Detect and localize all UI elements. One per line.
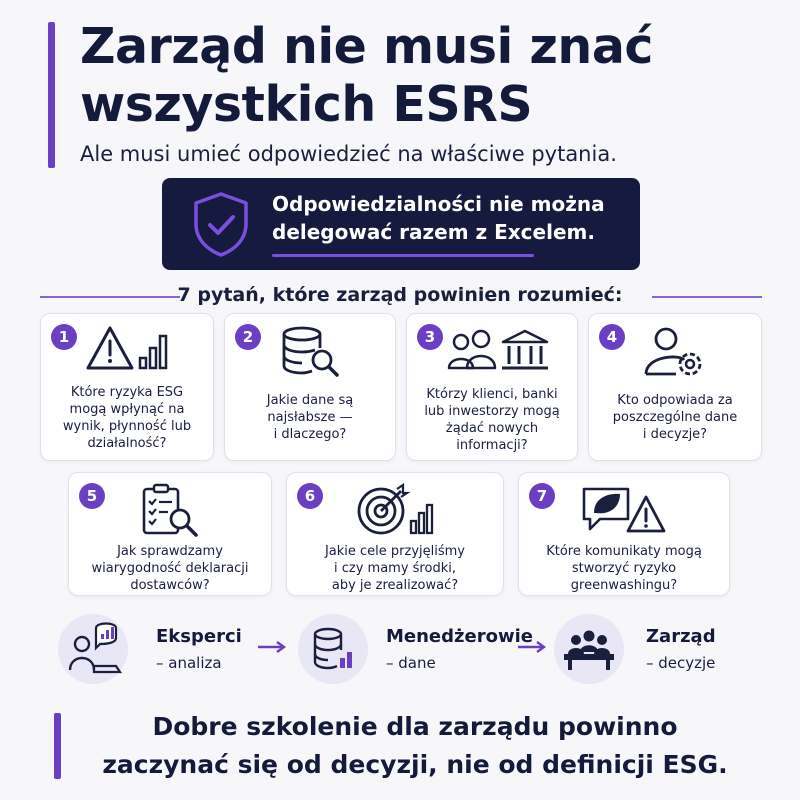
people-bank-icon: [447, 328, 551, 374]
checklist-search-icon: [140, 483, 200, 537]
banner-line-1: Odpowiedzialności nie można: [272, 192, 605, 216]
card-line: aby je zrealizować?: [331, 578, 459, 593]
heading-divider-right: [652, 296, 762, 298]
flow-experts-sub: – analiza: [156, 654, 222, 672]
question-card-4: [588, 313, 762, 461]
card-line: greenwashingu?: [570, 578, 678, 593]
person-gear-icon: [644, 326, 706, 378]
card-text: [595, 392, 755, 443]
board-meeting-icon: [554, 614, 624, 684]
title-line-2: wszystkich ESRS: [80, 76, 533, 133]
card-line: Kto odpowiada za: [617, 393, 733, 408]
flow-board-label: Zarząd: [646, 626, 716, 647]
flow-experts-label: Eksperci: [156, 626, 242, 647]
flow-managers-circle: [298, 614, 368, 684]
card-text: [231, 392, 389, 443]
banner-line-2: delegować razem z Excelem.: [272, 220, 595, 244]
title-line-1: Zarząd nie musi znać: [80, 18, 653, 75]
card-text: [413, 386, 571, 454]
leaf-warning-icon: [580, 485, 668, 535]
card-line: wynik, płynność lub: [62, 419, 192, 434]
flow-experts-circle: [58, 614, 128, 684]
card-line: Jakie cele przyjęliśmy: [324, 544, 466, 559]
card-line: Które ryzyka ESG: [70, 385, 184, 400]
card-number: 5: [79, 483, 105, 509]
database-chart-icon: [298, 614, 368, 684]
card-line: stworzyć ryzyko: [571, 561, 677, 576]
question-card-3: [406, 313, 578, 461]
expert-laptop-icon: [58, 614, 128, 684]
flow-arrow-icon: [256, 640, 288, 654]
card-line: i czy mamy środki,: [334, 561, 456, 576]
page-title: [80, 18, 780, 134]
card-line: mogą wpłynąć na: [69, 402, 185, 417]
card-line: dostawców?: [130, 578, 210, 593]
flow-board-circle: [554, 614, 624, 684]
card-number: 3: [417, 324, 443, 350]
key-message-banner: [162, 178, 640, 270]
footer-line-1: Dobre szkolenie dla zarządu powinno: [152, 712, 678, 741]
banner-underline: [272, 254, 534, 257]
card-line: i decyzje?: [642, 427, 708, 442]
card-line: poszczególne dane: [612, 410, 738, 425]
card-line: i dlaczego?: [273, 427, 347, 442]
card-line: lub inwestorzy mogą: [424, 404, 560, 419]
question-card-1: [40, 313, 214, 461]
footer-line-2: zaczynać się od decyzji, nie od definicji ESG.: [102, 750, 728, 779]
card-line: żądać nowych: [445, 421, 539, 436]
title-accent-bar: [48, 22, 55, 168]
card-line: informacji?: [456, 438, 528, 453]
card-line: najsłabsze —: [267, 410, 353, 425]
question-card-6: [286, 472, 504, 596]
target-chart-icon: [355, 483, 435, 537]
card-line: wiarygodność deklaracji: [91, 561, 249, 576]
page-subtitle: Ale musi umieć odpowiedzieć na właściwe pytania.: [80, 142, 617, 166]
card-number: 1: [51, 324, 77, 350]
flow-managers-label: Menedżerowie: [386, 626, 533, 647]
flow-managers-sub: – dane: [386, 654, 436, 672]
card-line: Jakie dane są: [266, 393, 354, 408]
card-text: [47, 384, 207, 452]
card-line: Które komunikaty mogą: [546, 544, 702, 559]
question-card-7: [518, 472, 730, 596]
card-text: [75, 543, 265, 594]
card-text: [525, 543, 723, 594]
footer-message: [70, 708, 760, 784]
question-card-2: [224, 313, 396, 461]
card-number: 4: [599, 324, 625, 350]
question-card-5: [68, 472, 272, 596]
flow-arrow-icon: [516, 640, 548, 654]
warning-chart-icon: [84, 324, 170, 374]
card-line: działalność?: [87, 436, 167, 451]
card-number: 2: [235, 324, 261, 350]
card-text: [293, 543, 497, 594]
shield-check-icon: [188, 190, 254, 258]
card-number: 6: [297, 483, 323, 509]
flow-board-sub: – decyzje: [646, 654, 716, 672]
database-search-icon: [278, 324, 342, 380]
footer-accent-bar: [54, 713, 61, 779]
card-line: Jak sprawdzamy: [117, 544, 223, 559]
questions-heading-row: [0, 284, 800, 314]
banner-text: [272, 190, 632, 246]
questions-heading: 7 pytań, które zarząd powinien rozumieć:: [177, 284, 623, 306]
card-number: 7: [529, 483, 555, 509]
card-line: Którzy klienci, banki: [426, 387, 558, 402]
